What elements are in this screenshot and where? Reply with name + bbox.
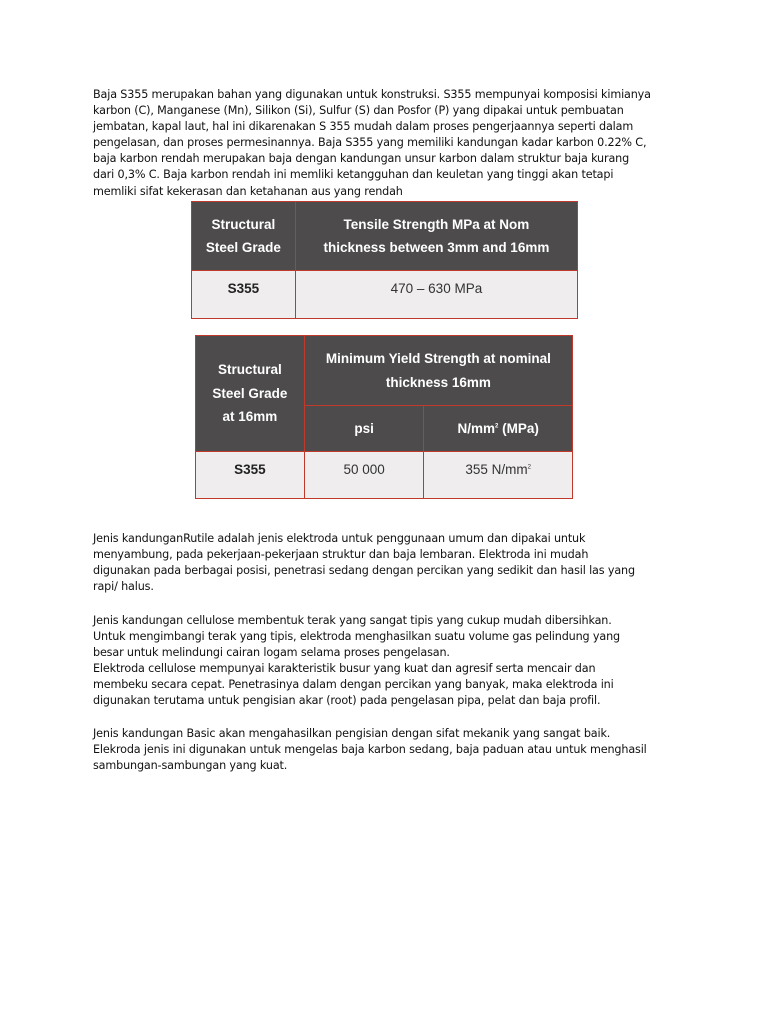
header-line: at 16mm [222, 409, 278, 425]
intro-paragraph [93, 87, 683, 200]
header-line: Minimum Yield Strength at nominal [325, 351, 551, 366]
header-line: Steel Grade [205, 240, 281, 255]
text-line: digunakan terutama untuk pengisian akar (root) pada pengelasan pipa, pelat dan baja profil. [93, 694, 601, 708]
text-line: Jenis kandungan Basic akan mengahasilkan pengisian dengan sifat mekanik yang sangat baik. [93, 727, 611, 740]
text-line: menyambung, pada pekerjaan-pekerjaan struktur dan baja lembaran. Elektroda ini mudah [93, 548, 589, 562]
tensile-value-cell: 470 – 630 MPa [295, 271, 577, 319]
cellulose-paragraph [93, 613, 683, 710]
rutile-paragraph [93, 531, 683, 595]
header-line: Steel Grade [212, 385, 288, 401]
text-line: rapi/ halus. [93, 580, 154, 594]
text-line: pengelasan, dan proses permesinannya. Baja S355 yang memiliki kandungan kadar karbon 0.22% C, [93, 136, 647, 150]
nmm-header [424, 406, 573, 452]
grade-header [196, 336, 305, 452]
text-line: Jenis kandunganRutile adalah jenis elektroda untuk penggunaan umum dan dipakai untuk [93, 532, 586, 545]
grade-cell: S355 [192, 271, 296, 319]
unit-label: N/mm [457, 420, 496, 436]
grade-cell: S355 [196, 452, 305, 499]
value-text: 355 N/mm [465, 462, 528, 477]
text-line: digunakan pada berbagai posisi, penetrasi sedang dengan percikan yang sedikit dan hasil las yang [93, 564, 635, 578]
text-line: memliki sifat kekerasan dan ketahanan aus yang rendah [93, 184, 403, 198]
text-line: Jenis kandungan cellulose membentuk terak yang sangat tipis yang cukup mudah dibersihkan. [93, 614, 612, 627]
text-line: karbon (C), Manganese (Mn), Silikon (Si), Sulfur (S) dan Posfor (P) yang dipakai untuk pembuatan [93, 104, 624, 118]
text-line: sambungan-sambungan yang kuat. [93, 759, 288, 773]
text-line: Untuk mengimbangi terak yang tipis, elektroda menghasilkan suatu volume gas pelindung yang [93, 630, 620, 644]
psi-value-cell: 50 000 [304, 452, 424, 499]
header-line: Structural [211, 216, 276, 232]
yield-strength-table [195, 335, 573, 499]
text-line: jembatan, kapal laut, hal ini dikarenakan S 355 mudah dalam proses pengerjaannya seperti dalam [93, 120, 634, 134]
header-line: thickness between 3mm and 16mm [323, 240, 550, 255]
unit-label: (MPa) [502, 420, 539, 436]
header-line: Tensile Strength MPa at Nom [343, 216, 530, 232]
header-line: Structural [218, 362, 282, 378]
text-line: Elekroda jenis ini digunakan untuk mengelas baja karbon sedang, baja paduan atau untuk menghasil [93, 743, 647, 757]
text-line: Baja S355 merupakan bahan yang digunakan untuk konstruksi. S355 mempunyai komposisi kimianya [93, 88, 651, 101]
yield-strength-header [304, 336, 572, 406]
psi-header: psi [304, 406, 424, 452]
text-line: membeku secara cepat. Penetrasinya dalam dengan percikan yang banyak, maka elektroda ini [93, 678, 614, 692]
tensile-strength-table [191, 201, 578, 319]
unit-superscript: 2 [495, 423, 499, 430]
text-line: Elektroda cellulose mempunyai karakteristik busur yang kuat dan agresif serta mencair dan [93, 662, 596, 676]
grade-header [192, 202, 296, 271]
text-line: dari 0,3% C. Baja karbon rendah ini memliki ketangguhan dan keuletan yang tinggi akan tetapi [93, 168, 614, 182]
text-line: baja karbon rendah merupakan baja dengan kandungan unsur karbon dalam struktur baja kurang [93, 152, 630, 166]
nmm-value-cell [424, 452, 573, 499]
basic-paragraph [93, 726, 683, 774]
unit-superscript: 2 [527, 464, 532, 471]
header-line: thickness 16mm [385, 374, 491, 390]
tensile-strength-header [295, 202, 577, 271]
text-line: besar untuk melindungi cairan logam selama proses pengelasan. [93, 646, 450, 660]
